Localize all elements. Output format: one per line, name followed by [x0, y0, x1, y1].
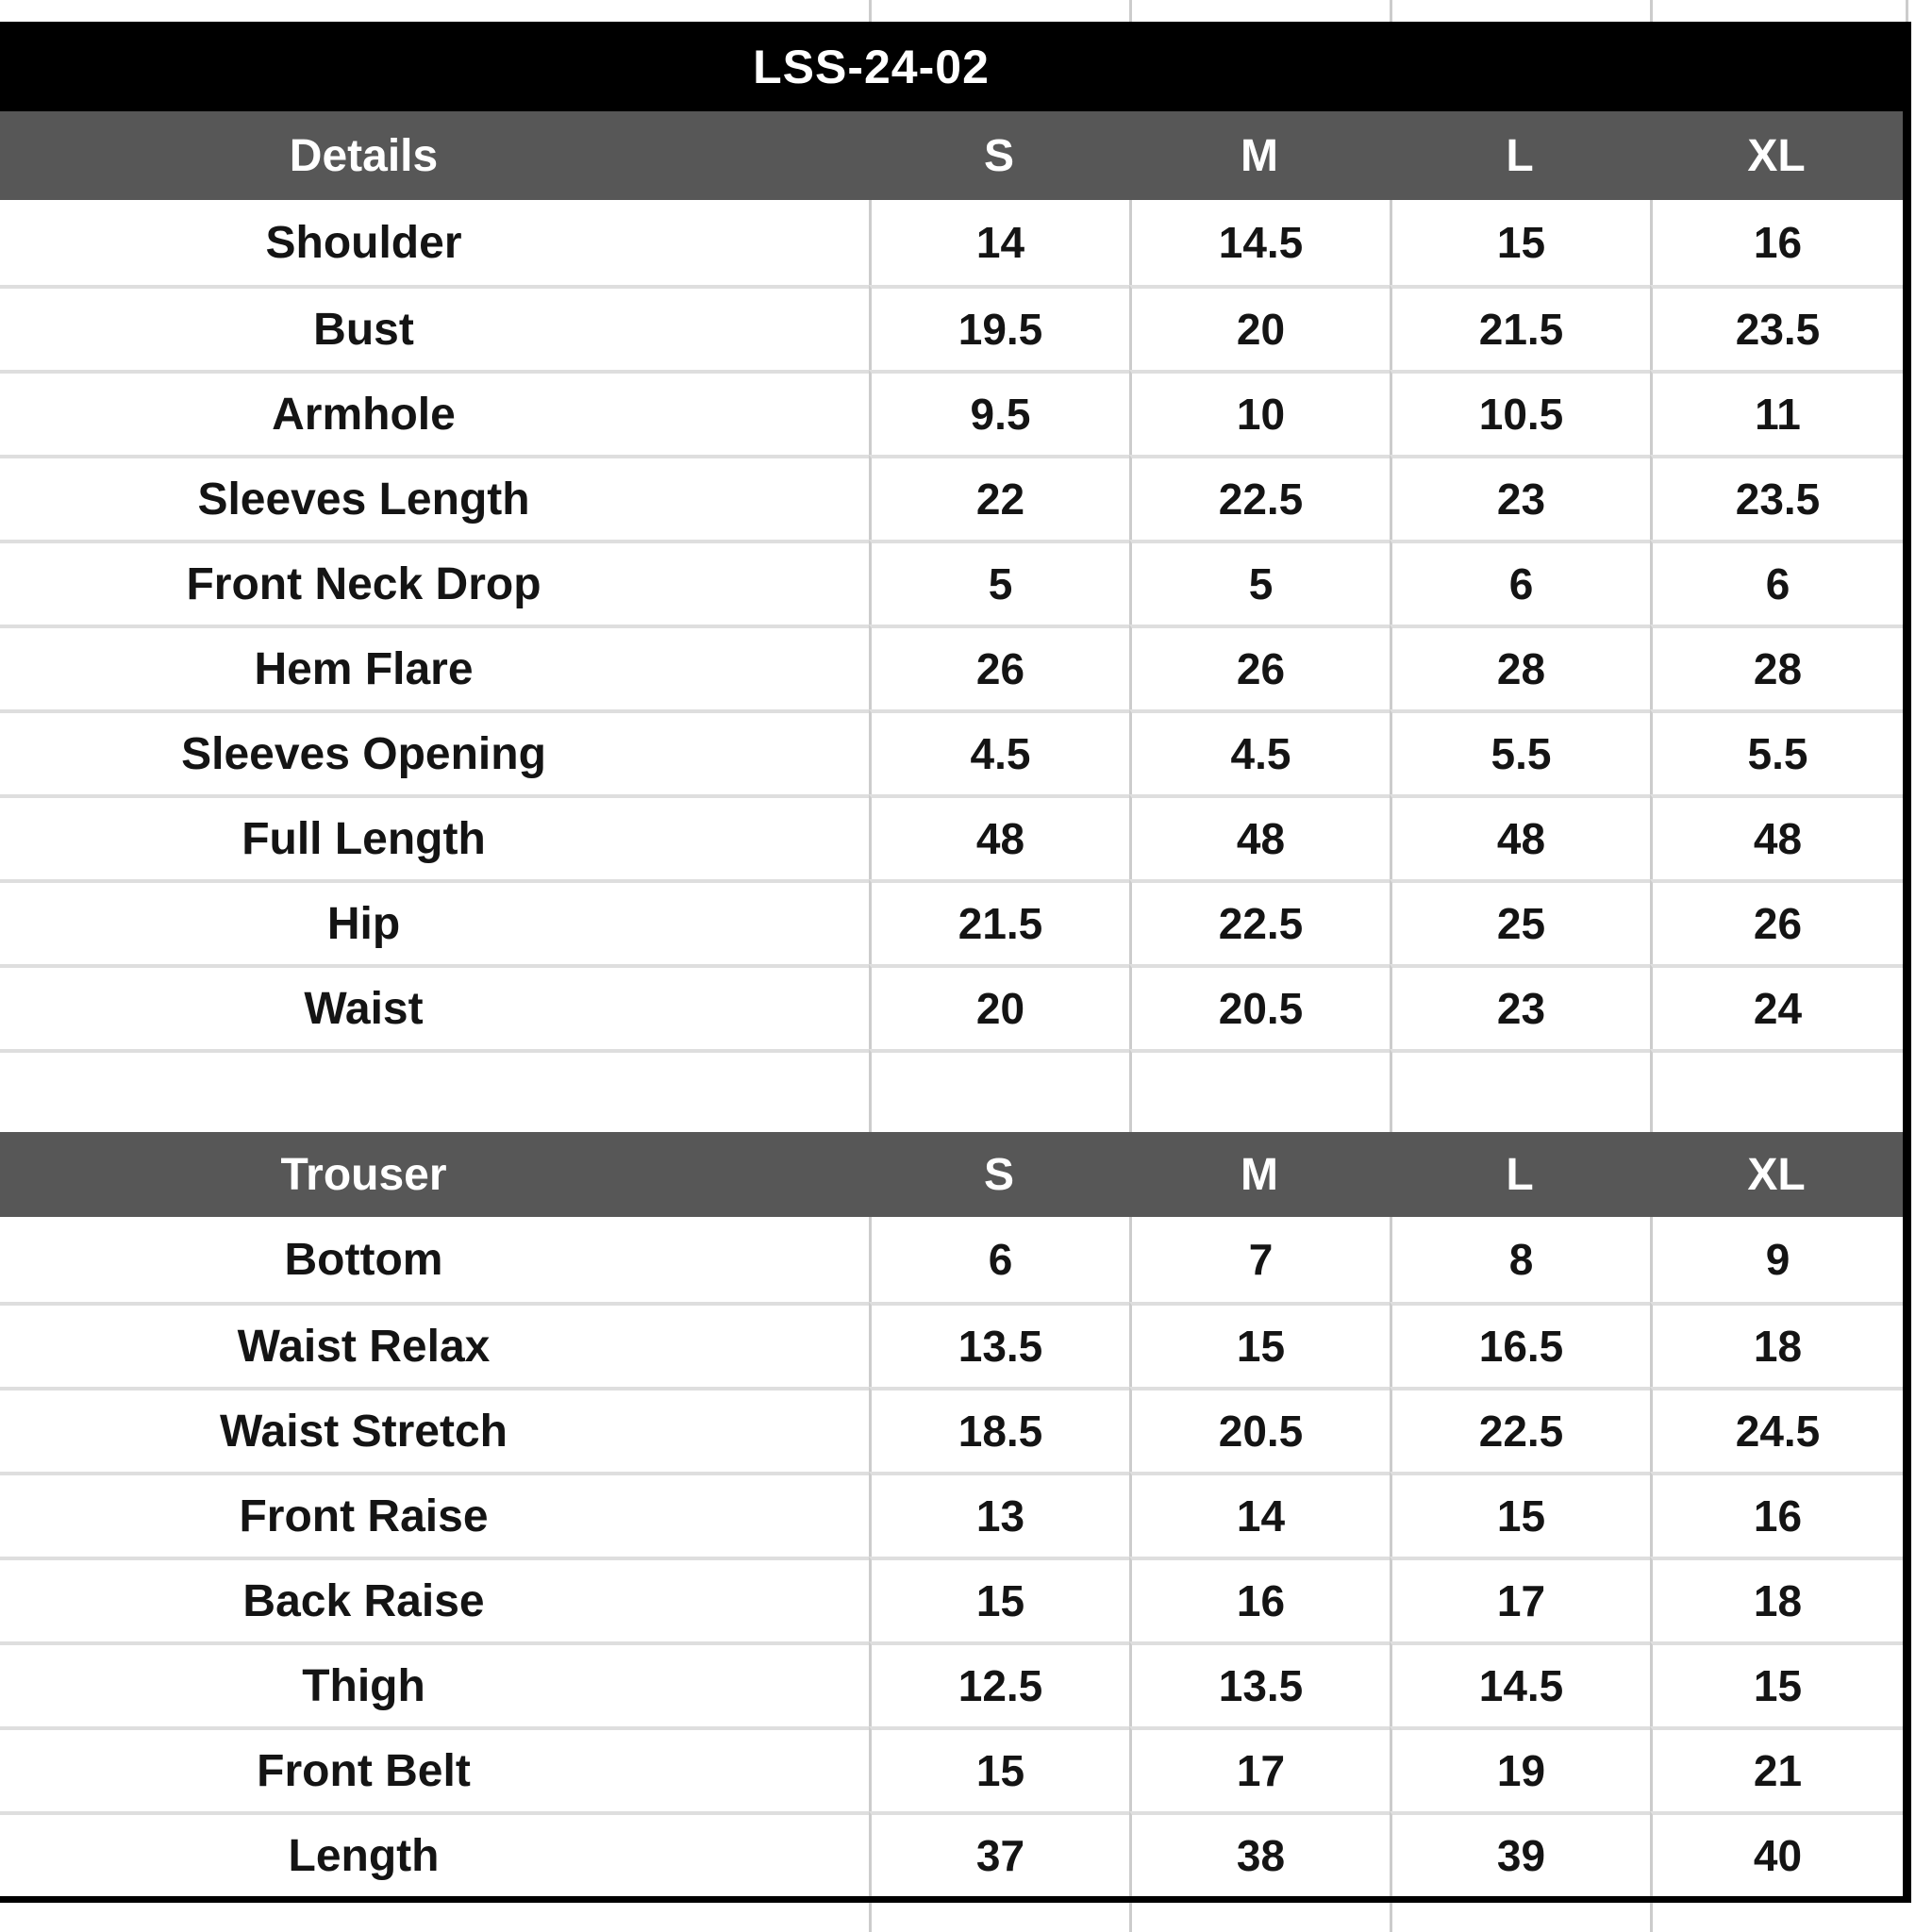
cell-value: 11	[1650, 370, 1903, 455]
column-gridline	[1390, 1903, 1392, 1932]
cell-value: 15	[1129, 1302, 1390, 1387]
empty-cell	[1390, 1049, 1650, 1132]
table-row	[0, 1472, 1903, 1557]
table-row	[0, 625, 1903, 709]
cell-value: 22	[869, 455, 1129, 540]
cell-value: 13.5	[1129, 1641, 1390, 1726]
row-label: Front Raise	[0, 1472, 869, 1557]
row-label: Bust	[0, 285, 869, 370]
cell-value: 19.5	[869, 285, 1129, 370]
size-header: L	[1506, 1149, 1534, 1200]
cell-value: 26	[1129, 625, 1390, 709]
section-label: Trouser	[280, 1149, 447, 1200]
cell-value: 14.5	[1129, 200, 1390, 285]
cell-value: 28	[1390, 625, 1650, 709]
table-row	[0, 285, 1903, 370]
size-chart-table	[0, 22, 1911, 1907]
row-label: Full Length	[0, 794, 869, 879]
row-label: Waist Stretch	[0, 1387, 869, 1472]
cell-value: 13.5	[869, 1302, 1129, 1387]
cell-value: 14.5	[1390, 1641, 1650, 1726]
cell-value: 14	[869, 200, 1129, 285]
empty-cell	[1650, 1049, 1903, 1132]
cell-value: 8	[1390, 1217, 1650, 1302]
row-label: Front Belt	[0, 1726, 869, 1811]
cell-value: 7	[1129, 1217, 1390, 1302]
table-row	[0, 964, 1903, 1049]
cell-value: 6	[1650, 540, 1903, 625]
cell-value: 48	[869, 794, 1129, 879]
cell-value: 22.5	[1390, 1387, 1650, 1472]
table-row	[0, 370, 1903, 455]
column-gridline	[869, 0, 872, 22]
row-label: Armhole	[0, 370, 869, 455]
column-gridline	[1390, 0, 1392, 22]
column-gridline	[869, 1903, 872, 1932]
cell-value: 5	[869, 540, 1129, 625]
cell-value: 15	[1390, 1472, 1650, 1557]
shirt-header-row	[0, 111, 1903, 200]
cell-value: 21.5	[1390, 285, 1650, 370]
cell-value: 39	[1390, 1811, 1650, 1896]
cell-value: 24	[1650, 964, 1903, 1049]
row-label: Thigh	[0, 1641, 869, 1726]
cell-value: 18	[1650, 1302, 1903, 1387]
size-header: S	[983, 1149, 1014, 1200]
cell-value: 21	[1650, 1726, 1903, 1811]
cell-value: 9.5	[869, 370, 1129, 455]
column-gridline	[1650, 0, 1653, 22]
table-row	[0, 1557, 1903, 1641]
row-label: Shoulder	[265, 217, 462, 268]
cell-value: 48	[1390, 794, 1650, 879]
cell-value: 4.5	[869, 709, 1129, 794]
table-row	[0, 1726, 1903, 1811]
cell-value: 16	[1129, 1557, 1390, 1641]
cell-value: 20.5	[1129, 964, 1390, 1049]
table-row	[0, 455, 1903, 540]
cell-value: 23.5	[1650, 455, 1903, 540]
cell-value: 37	[869, 1811, 1129, 1896]
row-label: Sleeves Length	[0, 455, 869, 540]
cell-value: 23.5	[1650, 285, 1903, 370]
cell-value: 25	[1390, 879, 1650, 964]
cell-value: 18	[1650, 1557, 1903, 1641]
table-row	[0, 1641, 1903, 1726]
cell-value: 28	[1650, 625, 1903, 709]
cell-value: 16	[1650, 1472, 1903, 1557]
cell-value: 20	[1129, 285, 1390, 370]
cell-value: 23	[1390, 964, 1650, 1049]
row-label: Front Neck Drop	[0, 540, 869, 625]
size-header: XL	[1747, 130, 1806, 181]
separator-row	[0, 1049, 1903, 1132]
cell-value: 10	[1129, 370, 1390, 455]
cell-value: 5.5	[1650, 709, 1903, 794]
title-bar	[0, 22, 1903, 111]
size-header: M	[1241, 130, 1278, 181]
cell-value: 16	[1650, 200, 1903, 285]
table-row	[0, 709, 1903, 794]
cell-value: 5.5	[1390, 709, 1650, 794]
table-row	[0, 1302, 1903, 1387]
row-label: Waist Relax	[0, 1302, 869, 1387]
cell-value: 22.5	[1129, 879, 1390, 964]
sheet-top-margin	[0, 0, 1932, 22]
column-gridline	[1129, 0, 1132, 22]
cell-value: 38	[1129, 1811, 1390, 1896]
cell-value: 17	[1129, 1726, 1390, 1811]
table-row	[0, 200, 1903, 285]
trouser-header-row	[0, 1132, 1903, 1217]
cell-value: 9	[1650, 1217, 1903, 1302]
size-header: XL	[1747, 1149, 1806, 1200]
cell-value: 6	[869, 1217, 1129, 1302]
cell-value: 20.5	[1129, 1387, 1390, 1472]
cell-value: 24.5	[1650, 1387, 1903, 1472]
cell-value: 4.5	[1129, 709, 1390, 794]
cell-value: 15	[869, 1557, 1129, 1641]
cell-value: 15	[1650, 1641, 1903, 1726]
sheet-bottom-margin	[0, 1903, 1932, 1932]
size-header: S	[983, 130, 1014, 181]
cell-value: 5	[1129, 540, 1390, 625]
size-header: M	[1241, 1149, 1278, 1200]
cell-value: 26	[1650, 879, 1903, 964]
cell-value: 15	[869, 1726, 1129, 1811]
cell-value: 48	[1129, 794, 1390, 879]
row-label: Length	[0, 1811, 869, 1896]
table-row	[0, 794, 1903, 879]
cell-value: 48	[1650, 794, 1903, 879]
table-row	[0, 540, 1903, 625]
cell-value: 20	[869, 964, 1129, 1049]
row-label: Hip	[0, 879, 869, 964]
section-label: Details	[289, 130, 439, 181]
cell-value: 26	[869, 625, 1129, 709]
row-label: Back Raise	[0, 1557, 869, 1641]
cell-value: 15	[1390, 200, 1650, 285]
table-row	[0, 1387, 1903, 1472]
cell-value: 40	[1650, 1811, 1903, 1896]
cell-value: 13	[869, 1472, 1129, 1557]
cell-value: 18.5	[869, 1387, 1129, 1472]
column-gridline	[1650, 1903, 1653, 1932]
empty-cell	[869, 1049, 1129, 1132]
column-gridline	[1906, 0, 1908, 22]
cell-value: 23	[1390, 455, 1650, 540]
table-title: LSS-24-02	[753, 40, 990, 93]
table-row	[0, 1811, 1903, 1896]
cell-value: 10.5	[1390, 370, 1650, 455]
empty-cell	[0, 1049, 869, 1132]
cell-value: 12.5	[869, 1641, 1129, 1726]
cell-value: 22.5	[1129, 455, 1390, 540]
row-label: Bottom	[284, 1234, 443, 1285]
cell-value: 17	[1390, 1557, 1650, 1641]
row-label: Hem Flare	[0, 625, 869, 709]
row-label: Waist	[0, 964, 869, 1049]
row-label: Sleeves Opening	[0, 709, 869, 794]
empty-cell	[1129, 1049, 1390, 1132]
cell-value: 6	[1390, 540, 1650, 625]
cell-value: 19	[1390, 1726, 1650, 1811]
size-header: L	[1506, 130, 1534, 181]
cell-value: 14	[1129, 1472, 1390, 1557]
table-row	[0, 1217, 1903, 1302]
table-row	[0, 879, 1903, 964]
cell-value: 21.5	[869, 879, 1129, 964]
cell-value: 16.5	[1390, 1302, 1650, 1387]
column-gridline	[1129, 1903, 1132, 1932]
